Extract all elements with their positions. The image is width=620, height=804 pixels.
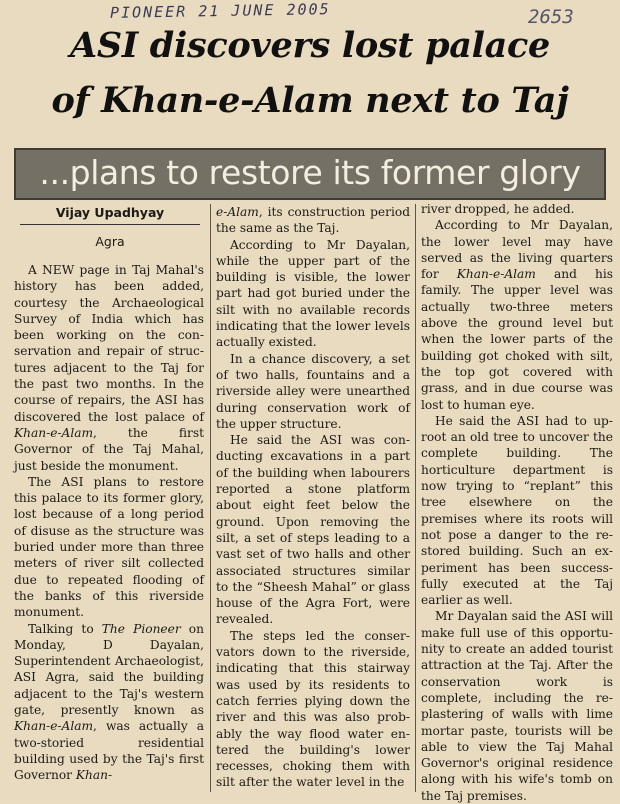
- handwritten-source-note: PIONEER 21 JUNE 2005: [109, 0, 331, 22]
- body-text: According to Mr Dayalan, the lower level may have served as the living quarters for: [421, 218, 613, 282]
- body-text: The steps led the conservators down to the riverside, indicating that this stairway was used by its residents to catch ferries plying down the river and this was also probably the way flood water entered the building's lower recesses, choking them with silt after the water level in the: [216, 628, 410, 790]
- article-paragraph: [216, 237, 410, 351]
- body-text: The ASI plans to restore this palace to its former glory, lost because of a long period of disuse as the structure was buried under more than three meters of river silt collected due to repeated flooding of the banks of this riverside monument.: [14, 474, 204, 620]
- body-text: A NEW page in Taj Mahal's history has been added, courtesy the Archaeological Survey of India which has been working on the conservation and repair of structures adjacent to the Taj for the past two months. In the course of repairs, the ASI has discovered the lost palace of: [14, 263, 204, 424]
- italic-text: Khan-e-Alam: [456, 267, 536, 282]
- byline: Vijay Upadhyay: [20, 205, 200, 225]
- body-text: , its construction period the same as the Taj.: [216, 205, 410, 236]
- body-text: Talking to: [28, 621, 102, 636]
- body-text: , the first Governor of the Taj Mahal, just beside the monument.: [14, 425, 204, 473]
- article-paragraph: [216, 432, 410, 628]
- article-paragraph: [14, 474, 204, 621]
- headline-line-2: of Khan-e-Alam next to Taj: [51, 80, 569, 121]
- body-text: In a chance discovery, a set of two halls, fountains and a riverside alley were unearthed during conservation work of the upper structure.: [216, 351, 410, 431]
- italic-text: Khan-e-Alam: [14, 425, 94, 440]
- article-column-1: [14, 262, 204, 784]
- article-paragraph: [421, 608, 613, 804]
- italic-text: Khan-e-Alam: [14, 719, 94, 734]
- article-paragraph: [421, 217, 613, 413]
- body-text: , was actually a two-storied residential building used by the Taj's first Governor: [14, 719, 204, 783]
- handwritten-reference-number: 2653: [528, 6, 574, 28]
- article-paragraph: [216, 628, 410, 791]
- body-text: According to Mr Dayalan, while the upper part of the building is visible, the lower part had got buried under the silt with no available records indicating that the lower levels actually existed.: [216, 237, 410, 350]
- italic-text: Khan-: [75, 768, 113, 783]
- body-text: Mr Dayalan said the ASI will make full use of this opportunity to create an added tourist attraction at the Taj. After the conservation work is complete, including the re-plastering of walls with lime mortar paste, tourists will be able to view the Taj Mahal Governor's original residence along with his wife's tomb on the Taj premises.: [421, 609, 613, 803]
- body-text: He said the ASI had to uproot an old tree to uncover the complete building. The horticulture department is now trying to “replant” this tree elsewhere on the premises where its roots will not pose a danger to the restored building. Such an experiment has been successfully executed at the Taj earlier as well.: [421, 413, 613, 608]
- dateline: Agra: [95, 234, 125, 249]
- italic-text: e-Alam: [216, 205, 259, 219]
- body-text: and his family. The upper level was actually two-three meters above the ground level but when the lower parts of the building got choked with silt, the top got covered with grass, and in due course was lost to human eye.: [421, 267, 613, 412]
- article-paragraph: [216, 204, 410, 237]
- article-column-3: [421, 201, 613, 804]
- body-text: He said the ASI was conducting excavations in a part of the building when labourers reported a stone platform about eight feet below the ground. Upon removing the silt, a set of steps leading to a vast set of two halls and other associated structures similar to the “Sheesh Mahal” or glass house of the Agra Fort, were revealed.: [216, 433, 410, 627]
- article-column-2: [216, 204, 410, 791]
- subheadline-banner: ...plans to restore its former glory: [14, 148, 606, 200]
- article-paragraph: [14, 621, 204, 784]
- headline-line-1: ASI discovers lost palace: [70, 25, 550, 66]
- article-paragraph: [421, 201, 613, 217]
- column-divider: [210, 204, 211, 792]
- italic-text: The Pioneer: [101, 621, 181, 636]
- article-paragraph: [216, 351, 410, 432]
- article-paragraph: [14, 262, 204, 474]
- column-divider: [415, 204, 416, 792]
- body-text: river dropped, he added.: [421, 202, 575, 216]
- article-paragraph: [421, 413, 613, 609]
- body-text: on Monday, D Dayalan, Superintendent Archaeologist, ASI Agra, said the building adjacent to the Taj's western gate, presently known as: [14, 621, 204, 718]
